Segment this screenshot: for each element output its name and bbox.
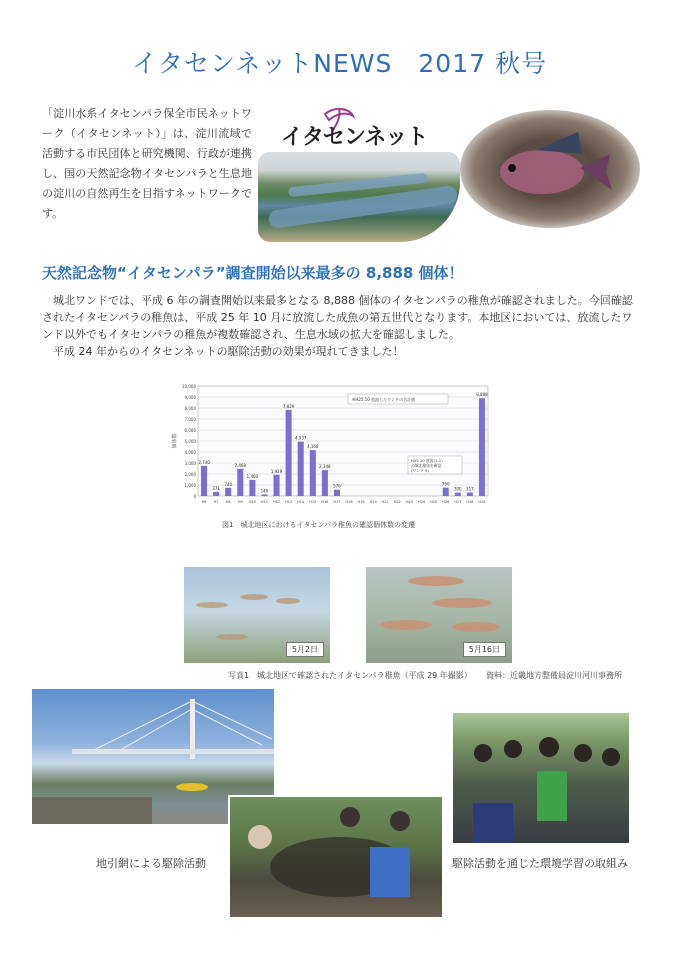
chart-y-tick: 0 (193, 494, 196, 499)
chart-y-tick: 9,000 (184, 395, 196, 400)
chart-x-tick: H12 (272, 500, 281, 504)
chart-bar (261, 494, 267, 496)
chart-data-label: 1,460 (246, 473, 259, 479)
fish-count-chart (170, 380, 500, 540)
chart-bar (443, 488, 449, 496)
chart-x-tick: H17 (333, 500, 341, 504)
chart-data-label: 8,888 (476, 392, 488, 398)
chart-x-tick: H15 (309, 500, 317, 504)
chart-y-tick: 7,000 (184, 417, 196, 422)
chart-x-tick: H16 (321, 500, 329, 504)
chart-x-tick: H27 (454, 500, 462, 504)
chart-x-tick: H24 (417, 500, 426, 504)
chart-data-label: 740 (224, 481, 233, 487)
chart-x-tick: H19 (357, 500, 365, 504)
chart-x-tick: H13 (285, 500, 293, 504)
chart-data-label: 2,348 (319, 464, 331, 470)
chart-x-tick: H18 (345, 500, 353, 504)
chart-data-label: 4,937 (294, 435, 307, 441)
chart-data-label: 7,829 (282, 403, 295, 409)
chart-annotation: (ワンド 5) (411, 468, 429, 473)
chart-y-tick: 8,000 (184, 406, 196, 411)
photo-source: 資料：近畿地方整備局淀川河川事務所 (486, 671, 622, 680)
chart-x-tick: H20 (369, 500, 377, 504)
chart-data-label: 760 (441, 481, 450, 487)
chart-bar (455, 493, 461, 496)
chart-y-label: 個体数 (172, 433, 178, 449)
caption-environmental-education: 駆除活動を通じた環境学習の取組み (452, 857, 628, 870)
chart-y-tick: 1,000 (184, 483, 196, 488)
chart-bar (467, 493, 473, 496)
article-paragraph-2: 平成 24 年からのイタセンネットの駆除活動の効果が現れてきました！ (53, 345, 404, 358)
page-title: イタセンネットNEWS 2017 秋号 (132, 49, 547, 78)
chart-data-label: 576 (333, 483, 341, 489)
chart-data-label: 317 (466, 486, 474, 492)
chart-y-tick: 6,000 (184, 428, 196, 433)
chart-bar (213, 492, 219, 496)
chart-bar (225, 488, 231, 496)
chart-annotation: H25.10 放流(1-1) (411, 458, 443, 463)
chart-data-label: 140 (260, 488, 269, 494)
chart-y-tick: 3,000 (184, 461, 196, 466)
article-body (42, 292, 642, 360)
intro-paragraph: 「淀川水系イタセンパラ保全市民ネットワーク（イタセンネット）」は、淀川流域で活動する市民団体と研究機関、行政が連携し、国の天然記念物イタセンパラと生息地の淀川の自然再生を目指すネットワークです。 (42, 107, 252, 220)
chart-y-tick: 4,000 (184, 450, 196, 455)
chart-data-label: 4,168 (307, 444, 319, 450)
chart-x-tick: H28 (466, 500, 474, 504)
date-label-may2: 5月2日 (286, 642, 324, 657)
chart-bar (322, 470, 328, 496)
chart-bar (201, 466, 207, 496)
article-headline: 天然記念物“イタセンパラ”調査開始以来最多の 8,888 個体！ (42, 264, 464, 282)
chart-y-tick: 2,000 (184, 472, 196, 477)
chart-x-tick: H25 (430, 500, 438, 504)
chart-bar (334, 490, 340, 496)
chart-annotation: の城北稚魚を確認 (411, 463, 442, 468)
article-paragraph-1: 城北ワンドでは、平成 6 年の調査開始以来最多となる 8,888 個体のイタセンパラの稚魚が確認されました。今回確認されたイタセンパラの稚魚は、平成 25 年 10 月に放流した成魚の第五世代となります。本地区においては、放流したワンド以外でもイタセンパラの稚魚が複数確認され、生息水域の拡大を確認しました。 (42, 294, 633, 341)
chart-x-tick: H11 (260, 500, 269, 504)
net-activity-photo (228, 795, 444, 919)
photo-caption: 写真1 城北地区で確認されたイタセンパラ稚魚（平成 29 年撮影） (228, 671, 472, 680)
chart-bar (310, 450, 316, 496)
aerial-river-photo (258, 152, 460, 242)
chart-data-label: 1,929 (270, 468, 283, 474)
chart-x-tick: H29 (478, 500, 486, 504)
caption-removal-activity: 地引網による駆除活動 (96, 857, 206, 870)
chart-legend: ※H25.10 放流したワンドの合計値 (352, 397, 416, 402)
chart-x-tick: H22 (393, 500, 401, 504)
chart-x-tick: H7 (213, 500, 219, 504)
chart-data-label: 2,468 (234, 462, 247, 468)
chart-x-tick: H10 (248, 500, 256, 504)
date-label-may16: 5月16日 (463, 642, 506, 657)
larvae-photo-may2 (184, 567, 330, 663)
chart-bar (286, 410, 292, 496)
chart-bar (249, 480, 255, 496)
chart-data-label: 2,740 (198, 459, 210, 465)
chart-y-tick: 10,000 (182, 384, 196, 389)
environmental-education-photo (453, 713, 629, 843)
chart-bar (479, 398, 485, 496)
chart-x-tick: H14 (297, 500, 305, 504)
chart-x-tick: H23 (405, 500, 414, 504)
figure-caption: 図1 城北地区におけるイタセンパラ稚魚の確認個体数の変遷 (222, 521, 415, 529)
chart-x-tick: H9 (237, 500, 243, 504)
chart-bar (274, 475, 280, 496)
chart-x-tick: H26 (442, 500, 450, 504)
larvae-photo-may16 (366, 567, 512, 663)
itasenpara-fish-photo (460, 110, 640, 228)
chart-x-tick: H21 (381, 500, 389, 504)
chart-bar (237, 469, 243, 496)
chart-data-label: 371 (212, 485, 220, 491)
chart-data-label: 300 (453, 486, 462, 492)
logo-text: イタセンネット (281, 125, 428, 150)
chart-bar (298, 442, 304, 496)
chart-x-tick: H8 (225, 500, 231, 504)
chart-y-tick: 5,000 (184, 439, 196, 444)
chart-svg (170, 380, 500, 520)
chart-x-tick: H6 (201, 500, 207, 504)
